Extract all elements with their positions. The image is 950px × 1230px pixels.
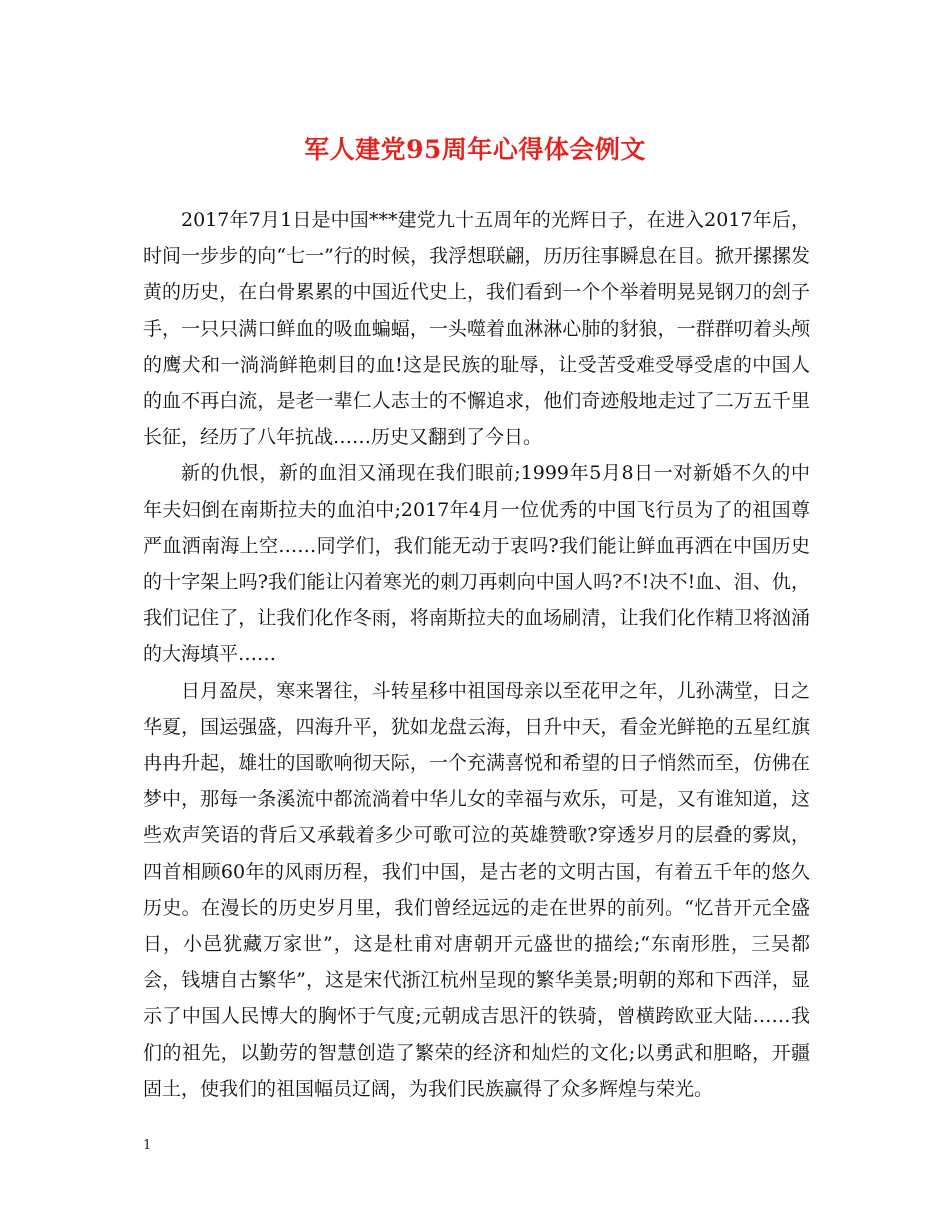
paragraph-3: 日月盈昃，寒来署往，斗转星移中祖国母亲以至花甲之年，儿孙满堂，日之华夏，国运强盛，四海升平，犹如龙盘云海，日升中天，看金光鲜艳的五星红旗冉冉升起，雄壮的国歌响彻天际，一个充满喜悦和希望的日子悄然而至，仿佛在梦中，那每一条溪流中都流淌着中华儿女的幸福与欢乐，可是，又有谁知道，这些欢声笑语的背后又承载着多少可歌可泣的英雄赞歌?穿透岁月的层叠的雾岚，四首相顾60年的风雨历程，我们中国，是古老的文明古国，有着五千年的悠久历史。在漫长的历史岁月里，我们曾经远远的走在世界的前列。“忆昔开元全盛日，小邑犹藏万家世”，这是杜甫对唐朝开元盛世的描绘;“东南形胜，三吴都会，钱塘自古繁华”，这是宋代浙江杭州呈现的繁华美景;明朝的郑和下西洋，显示了中国人民博大的胸怀于气度;元朝成吉思汗的铁骑，曾横跨欧亚大陆……我们的祖先，以勤劳的智慧创造了繁荣的经济和灿烂的文化;以勇武和胆略，开疆固土，使我们的祖国幅员辽阔，为我们民族赢得了众多辉煌与荣光。: [143, 679, 810, 1100]
document-title: 军人建党95周年心得体会例文: [304, 135, 646, 164]
paragraph-1: 2017年7月1日是中国***建党九十五周年的光辉日子，在进入2017年后，时间一步步的向“七一”行的时候，我浮想联翩，历历往事瞬息在目。掀开摞摞发黄的历史，在白骨累累的中国近代史上，我们看到一个个举着明晃晃钢刀的刽子手，一只只满口鲜血的吸血蝙蝠，一头噬着血淋淋心肺的豺狼，一群群叨着头颅的鹰犬和一淌淌鲜艳刺目的血!这是民族的耻辱，让受苦受难受辱受虐的中国人的血不再白流，是老一辈仁人志士的不懈追求，他们奇迹般地走过了二万五千里长征，经历了八年抗战……历史又翻到了今日。: [143, 209, 810, 449]
document-body: [143, 202, 810, 1107]
page-number: 1: [143, 1138, 152, 1153]
paragraph-2: 新的仇恨，新的血泪又涌现在我们眼前;1999年5月8日一对新婚不久的中年夫妇倒在南斯拉夫的血泊中;2017年4月一位优秀的中国飞行员为了的祖国尊严血洒南海上空……同学们，我们能无动于衷吗?我们能让鲜血再洒在中国历史的十字架上吗?我们能让闪着寒光的刺刀再刺向中国人吗?不!决不!血、泪、仇，我们记住了，让我们化作冬雨，将南斯拉夫的血场刷清，让我们化作精卫将汹涌的大海填平……: [143, 462, 810, 666]
